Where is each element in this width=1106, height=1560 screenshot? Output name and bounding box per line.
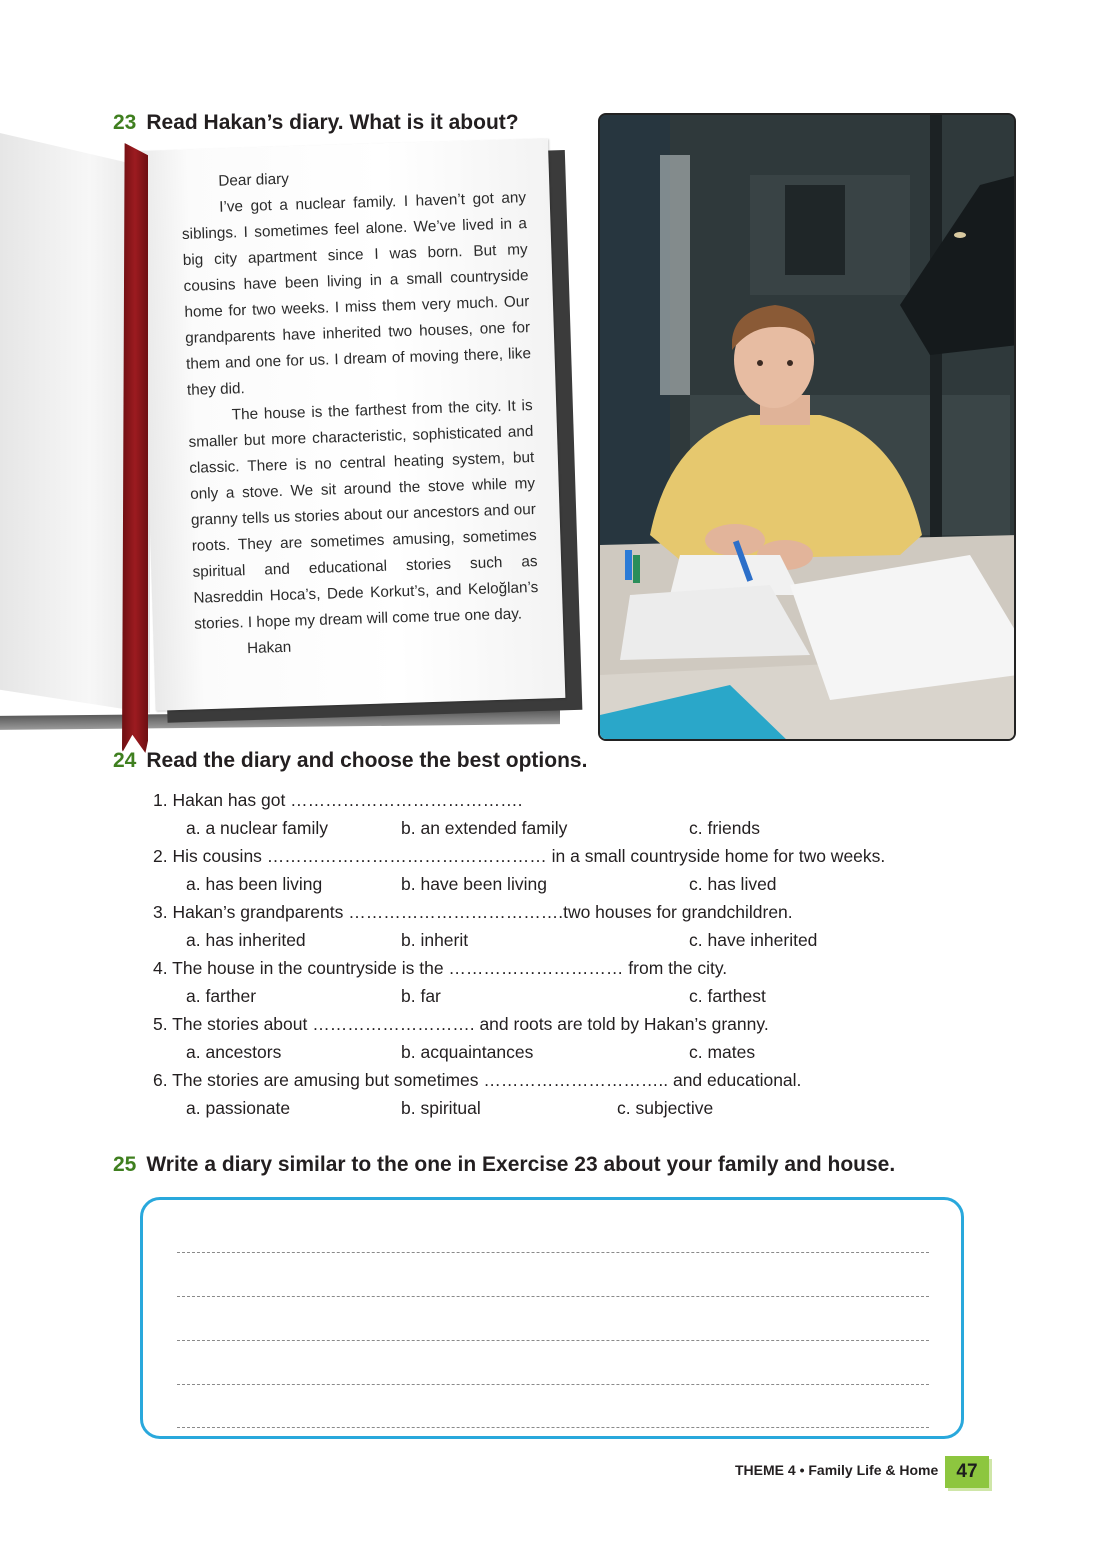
writing-line[interactable] [177, 1296, 929, 1297]
option-c[interactable]: c. have inherited [689, 930, 818, 950]
writing-line[interactable] [177, 1340, 929, 1341]
question-5: 5. The stories about ………………………. and roots are told by Hakan’s granny. [153, 1014, 769, 1034]
question-1: 1. Hakan has got …………………………………. [153, 790, 523, 810]
question-4: 4. The house in the countryside is the ………………………… from the city. [153, 958, 728, 978]
option-c[interactable]: c. farthest [689, 986, 766, 1006]
exercise-number: 23 [113, 111, 137, 134]
option-b[interactable]: b. far [401, 986, 441, 1006]
exercise-23-heading [113, 111, 519, 135]
writing-line[interactable] [177, 1427, 929, 1428]
theme-footer: THEME 4 • Family Life & Home [735, 1462, 939, 1478]
option-b[interactable]: b. acquaintances [401, 1042, 534, 1062]
option-b[interactable]: b. an extended family [401, 818, 568, 838]
exercise-25-heading [113, 1153, 895, 1177]
question-3: 3. Hakan’s grandparents ……………………………….two houses for grandchildren. [153, 902, 793, 922]
diary-book-illustration [0, 133, 580, 733]
writing-line[interactable] [177, 1252, 929, 1253]
option-b[interactable]: b. spiritual [401, 1098, 481, 1118]
question-6: 6. The stories are amusing but sometimes ………………………….. and educational. [153, 1070, 802, 1090]
option-a[interactable]: a. ancestors [186, 1042, 282, 1062]
option-a[interactable]: a. passionate [186, 1098, 291, 1118]
option-a[interactable]: a. farther [186, 986, 257, 1006]
option-c[interactable]: c. friends [689, 818, 760, 838]
exercise-24-heading [113, 749, 587, 773]
option-c[interactable]: c. mates [689, 1042, 756, 1062]
exercise-number: 24 [113, 749, 137, 772]
diary-paragraph-2: The house is the farthest from the city. It is smaller but more characteristic, sophisticated and classic. There is no central heating system, but only a stove. We sit around the stove while my granny tells us stories about our ancestors and our roots. They are sometimes amusing, sometimes spiritual and educational stories such as Nasreddin Hoca’s, Dede Korkut’s, and Keloğlan’s stories. I hope my dream will come true one day. [188, 397, 539, 633]
option-c[interactable]: c. subjective [617, 1098, 714, 1118]
diary-signature: Hakan [246, 638, 292, 658]
diary-paragraph-1: I’ve got a nuclear family. I haven’t got any siblings. I sometimes feel alone. We’ve lived in a big city apartment since I was born. But my cousins have been living in a small countryside home for two weeks. I miss them very much. Our grandparents have inherited two houses, one for them and one for us. I dream of moving there, like they did. [181, 189, 532, 399]
diary-greeting: Dear diary [218, 170, 290, 190]
boy-studying-photo [598, 113, 1016, 741]
option-c[interactable]: c. has lived [689, 874, 777, 894]
diary-text [180, 159, 540, 664]
page-number: 47 [956, 1461, 978, 1482]
option-a[interactable]: a. has inherited [186, 930, 306, 950]
option-a[interactable]: a. a nuclear family [186, 818, 329, 838]
diary-writing-box[interactable] [140, 1197, 964, 1439]
writing-line[interactable] [177, 1384, 929, 1385]
exercise-title: Write a diary similar to the one in Exercise 23 about your family and house. [146, 1153, 896, 1176]
option-b[interactable]: b. have been living [401, 874, 547, 894]
exercise-title: Read Hakan’s diary. What is it about? [146, 111, 519, 134]
boy-studying-illustration [600, 115, 1016, 741]
exercise-number: 25 [113, 1153, 137, 1176]
exercise-title: Read the diary and choose the best options. [146, 749, 588, 772]
question-2: 2. His cousins ………………………………………… in a small countryside home for two weeks. [153, 846, 886, 866]
option-b[interactable]: b. inherit [401, 930, 469, 950]
bookmark-ribbon [122, 143, 148, 753]
page-number-badge [945, 1456, 989, 1488]
option-a[interactable]: a. has been living [186, 874, 323, 894]
